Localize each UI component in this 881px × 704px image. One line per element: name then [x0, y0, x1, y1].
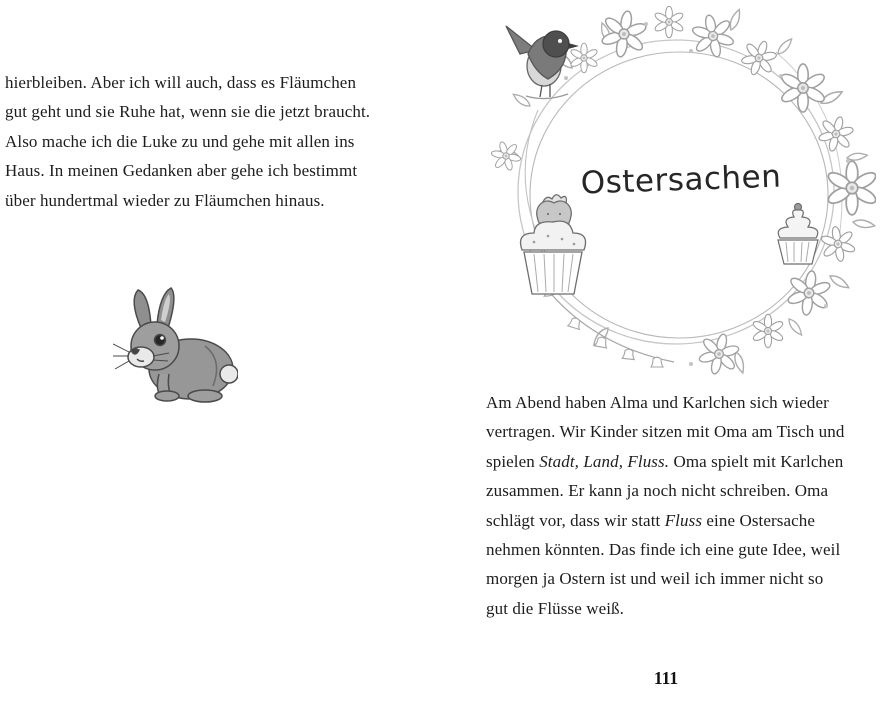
right-page-paragraph: Am Abend haben Alma und Karlchen sich wieder vertragen. Wir Kinder sitzen mit Oma am Tisch und spielen Stadt, Land, Fluss. Oma spielt mit Karlchen zusammen. Er kann ja noch nicht schreiben. Oma schlägt vor, dass wir statt Fluss eine Ostersache nehmen könnten. Das finde ich eine gute Idee, weil morgen ja Ostern ist und weil ich immer nicht so gut die Flüsse weiß. — [486, 393, 845, 618]
daffodil-flower-icon — [688, 11, 737, 61]
daffodil-flower-icon — [570, 43, 599, 73]
cream-cupcake-icon — [778, 204, 818, 265]
leaf-icon — [847, 152, 868, 161]
leaf-icon — [828, 273, 851, 291]
leaf-icon — [511, 92, 531, 109]
chapter-title: Ostersachen — [580, 158, 782, 202]
daffodil-flower-icon — [784, 268, 833, 318]
page-number: 111 — [653, 668, 679, 688]
leaf-icon — [786, 317, 804, 337]
daffodil-flower-icon — [488, 137, 525, 174]
left-page-paragraph: hierbleiben. Aber ich will auch, dass es Fläumchen gut geht und sie Ruhe hat, wenn sie die jetzt braucht. Also mache ich die Luke zu und gehe mit allen ins Haus. In meinen Gedanken aber gehe ich bestimmt über hundertmal wieder zu Fläumchen hinaus. — [5, 73, 371, 210]
leaf-icon — [852, 218, 875, 229]
rabbit-drawing — [113, 288, 238, 402]
daffodil-flower-icon — [654, 6, 685, 37]
leaf-icon — [776, 37, 795, 57]
bell-flower-icon — [568, 316, 582, 329]
rabbit-head — [113, 322, 179, 370]
daffodil-flower-icon — [752, 314, 784, 347]
bell-flower-icon — [651, 357, 663, 367]
leaf-icon — [728, 8, 743, 31]
rabbit-illustration — [113, 286, 238, 404]
